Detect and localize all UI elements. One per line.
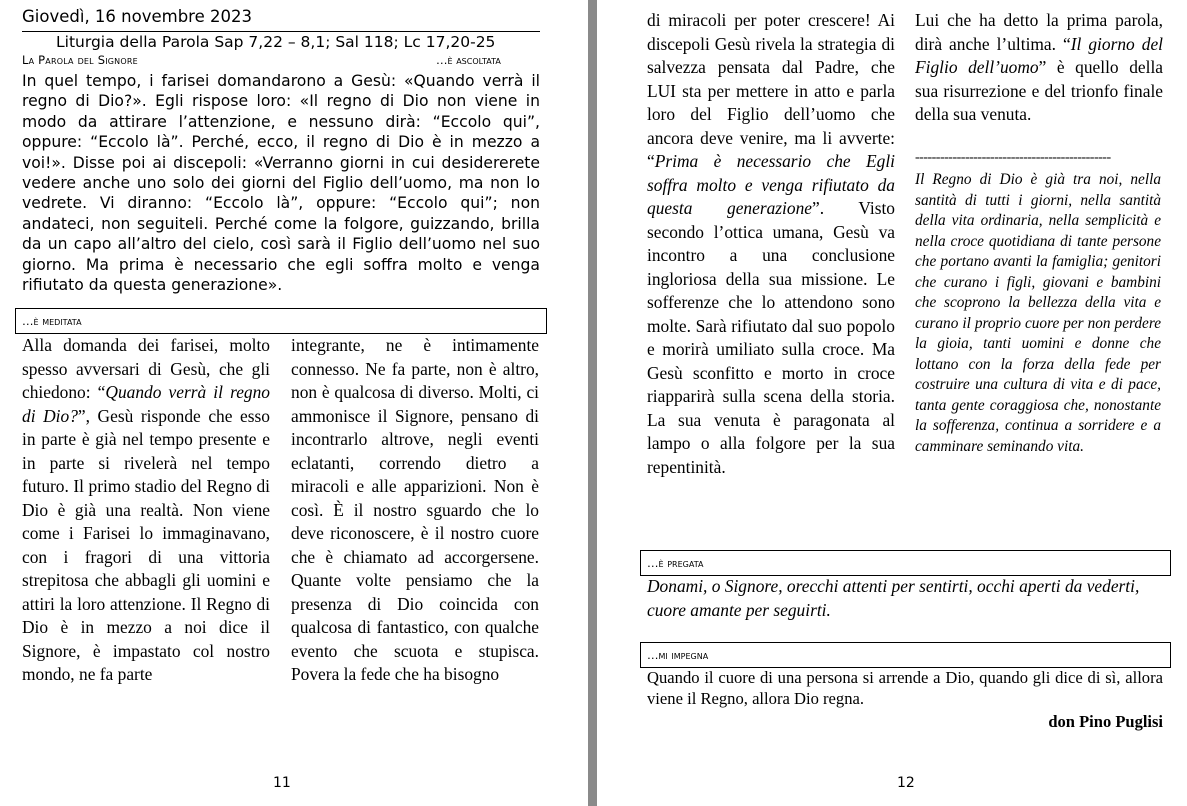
section-meditated-label: …è meditata <box>22 314 82 328</box>
page-number: 11 <box>273 775 291 791</box>
section-meditated-box <box>15 308 547 334</box>
page-12 <box>597 0 1187 806</box>
gospel-text: In quel tempo, i farisei domandarono a Gesù: «Quando verrà il regno di Dio?». Egli rispose loro: «Il regno di Dio non viene in modo da attirare l’attenzione, e nessuno dirà: “Eccolo qui”, oppure: “Eccolo là”. Perché, ecco, il regno di Dio è in mezzo a voi!». Disse poi ai discepoli: «Verranno giorni in cui desidererete vedere anche uno solo dei giorni del Figlio dell’uomo, ma non lo vedrete. Vi diranno: “Eccolo là”, oppure: “Eccolo qui”; non andateci, non seguiteli. Perché come la folgore, guizzando, brilla da un capo all’altro del cielo, così sarà il Figlio dell’uomo nel suo giorno. Ma prima è necessario che egli soffra molto e venga rifiutato da questa generazione». <box>22 72 540 295</box>
meditation-column-3 <box>647 9 895 479</box>
author-signature: don Pino Puglisi <box>1048 712 1163 731</box>
meditation-text: ”. Visto secondo l’ottica umana, Gesù va incontro a una conclusione ingloriosa della sua missione. Le sofferenze che lo attendono sono molte. Sarà rifiutato dal suo popolo e morirà umiliato sulla croce. Ma Gesù sconfitto e morto in croce riapparirà sulla scena della storia. La sua venuta è paragonata al lampo o alla folgore per la sua repentinità. <box>647 198 895 477</box>
meditation-text: ”, Gesù risponde che esso in parte è già nel tempo presente e in parte si rivelerà nel tempo futuro. Il primo stadio del Regno di Dio è già una realtà. Non viene come i Farisei lo immaginavano, con i fragori di una vittoria strepitosa che abbagli gli uomini e attiri la loro attenzione. Il Regno di Dio è in mezzo a noi dice il Signore, è impastato col nostro mondo, ne fa parte <box>22 405 270 684</box>
section-word-label: La Parola del Signore <box>22 53 138 67</box>
section-commits-box <box>640 642 1171 668</box>
section-commits-label: …mi impegna <box>647 648 709 662</box>
meditation-quote: Il giorno del Figlio dell’uomo <box>915 33 1163 77</box>
liturgy-rule <box>22 31 540 32</box>
page-11 <box>0 0 588 806</box>
date-heading: Giovedì, 16 novembre 2023 <box>22 7 252 26</box>
meditation-text: di miracoli per poter crescere! Ai discepoli Gesù rivela la strategia di salvezza pensata dal Padre, che LUI sta per mettere in atto e parla loro del Figlio dell’uomo che ancora deve venire, ma li avverte: “ <box>647 10 895 171</box>
divider-line: ----------------------------------------------- <box>915 150 1111 165</box>
meditation-text: Lui che ha detto la prima parola, dirà anche l’ultima. “ <box>915 10 1163 54</box>
meditation-column-1 <box>22 334 270 687</box>
section-prayed-label: …è pregata <box>647 556 704 570</box>
meditation-text: ” è quello della sua risurrezione e del trionfo finale della sua venuta. <box>915 57 1163 124</box>
meditation-column-4 <box>915 9 1163 127</box>
prayer-text: Donami, o Signore, orecchi attenti per sentirti, occhi aperti da vederti, cuore amante per seguirti. <box>647 576 1140 620</box>
reflection-text: Il Regno di Dio è già tra noi, nella santità di tutti i giorni, nella santità della vita ordinaria, nella semplicità e nella croce quotidiana di tante persone che portano avanti la famiglia; genitori che curano i figli, giovani e bambini che scoprono la bellezza della vita e curano il proprio cuore per non perdere la gioia, tanti uomini e donne che lottano con la forza della fede per costruire una cultura di vita e di pace, tanta gente coraggiosa che, nonostante la sofferenza, continua a sorridere e a camminare seminando vita. <box>915 171 1161 455</box>
page-number: 12 <box>897 775 915 791</box>
meditation-quote: Prima è necessario che Egli soffra molto e venga rifiutato da questa generazione <box>647 151 895 218</box>
liturgy-references: Liturgia della Parola Sap 7,22 – 8,1; Sal 118; Lc 17,20-25 <box>56 33 496 51</box>
section-prayed-box <box>640 550 1171 576</box>
meditation-quote: Quando verrà il regno di Dio? <box>22 382 270 426</box>
commitment-text: Quando il cuore di una persona si arrende a Dio, quando gli dice di sì, allora viene il Regno, allora Dio regna. <box>647 668 1163 708</box>
meditation-text: Alla domanda dei farisei, molto spesso avversari di Gesù, che gli chiedono: “ <box>22 335 270 402</box>
meditation-column-2: integrante, ne è intimamente connesso. Ne fa parte, non è altro, non è qualcosa di diverso. Molti, ci ammonisce il Signore, pensano di incontrarlo altrove, negli eventi eclatanti, correndo dietro a miracoli e alle apparizioni. Non è così. È il nostro sguardo che lo deve riconoscere, è il nostro cuore che è chiamato ad accorgersene. Quante volte pensiamo che la presenza di Dio coincida con qualcosa di fantastico, con qualche evento che scuota e stupisca. Povera la fede che ha bisogno <box>291 335 539 684</box>
section-listen-label: …è ascoltata <box>436 53 501 67</box>
